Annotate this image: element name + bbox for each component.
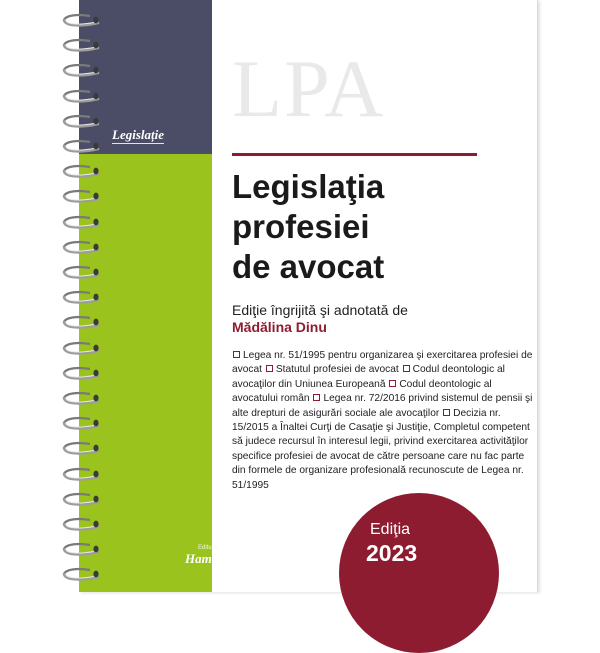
book-title-line: de avocat: [232, 248, 385, 285]
spiral-coil: [60, 188, 104, 206]
spiral-coil: [60, 566, 104, 584]
contents-item: Legea nr. 51/1995 pentru organizarea şi exercitarea profesiei de avocat: [232, 350, 533, 376]
series-underline: [112, 143, 164, 144]
spiral-coil: [60, 239, 104, 257]
spiral-coil: [60, 113, 104, 131]
book-title-line: profesiei: [232, 208, 370, 245]
title-divider: [232, 153, 477, 156]
edition-badge-year: 2023: [366, 540, 418, 566]
author-name: Mădălina Dinu: [232, 319, 327, 335]
book-title: [232, 167, 532, 287]
spiral-coil: [60, 314, 104, 332]
checkbox-bullet-icon: [233, 351, 240, 358]
edition-badge: [339, 493, 499, 653]
spiral-coil: [60, 62, 104, 80]
spiral-coil: [60, 365, 104, 383]
publisher-logo-icon: [183, 545, 249, 571]
spiral-coil: [60, 340, 104, 358]
checkbox-bullet-icon: [403, 365, 410, 372]
spiral-coil: [60, 264, 104, 282]
book-title-line: Legislaţia: [232, 168, 385, 205]
spiral-coil: [60, 541, 104, 559]
spiral-binding-icon: [60, 12, 104, 592]
spiral-coil: [60, 390, 104, 408]
spiral-coil: [60, 37, 104, 55]
spiral-coil: [60, 289, 104, 307]
checkbox-bullet-icon: [266, 365, 273, 372]
checkbox-bullet-icon: [313, 394, 320, 401]
spiral-coil: [60, 163, 104, 181]
lpa-watermark: LPA: [232, 43, 386, 134]
spiral-coil: [60, 214, 104, 232]
series-label: Legislație: [112, 127, 164, 142]
spiral-coil: [60, 491, 104, 509]
publisher-name: Hamangiu: [185, 551, 243, 566]
contents-item: Codul deontologic al avocatului român: [232, 378, 492, 405]
contents-item: Legea nr. 72/2016 privind sistemul de pensii şi alte drepturi de asigurări sociale ale avocaţilor: [232, 393, 533, 419]
book-cover: [79, 0, 538, 592]
spiral-coil: [60, 415, 104, 433]
checkbox-bullet-icon: [443, 409, 450, 416]
checkbox-bullet-icon: [389, 380, 396, 387]
publisher-prefix: Editura: [198, 545, 218, 551]
spiral-coil: [60, 466, 104, 484]
spiral-coil: [60, 88, 104, 106]
contents-list: [232, 349, 533, 493]
edition-badge-label: Ediţia: [370, 521, 411, 538]
contents-item: Decizia nr. 15/2015 a Înaltei Curţi de Casaţie şi Justiţie, Completul competent să judece recursul în interesul legii, privind exercitarea activităţilor specifice profesiei de avocat de către persoane care nu fac parte din formele de organizare profesională recunoscute de Legea nr. 51/1995: [232, 407, 530, 491]
contents-item: Statutul profesiei de avocat: [275, 364, 399, 376]
edition-note: Ediţie îngrijită şi adnotată de: [232, 302, 408, 318]
contents-item: Codul deontologic al avocaţilor din Uniunea Europeană: [232, 364, 505, 390]
spiral-coil: [60, 138, 104, 156]
spiral-coil: [60, 440, 104, 458]
spiral-coil: [60, 12, 104, 30]
spiral-coil: [60, 516, 104, 534]
